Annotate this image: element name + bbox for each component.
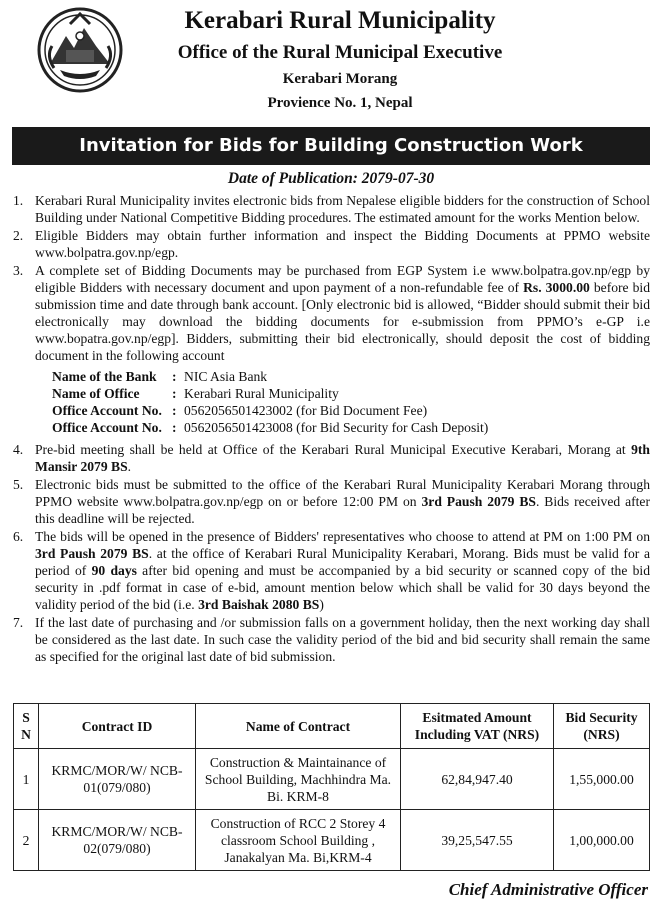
header-titles: [130, 6, 550, 114]
account-key: Office Account No.: [52, 420, 162, 435]
contracts-table: [13, 703, 650, 871]
publication-date: Date of Publication: 2079-07-30: [227, 170, 435, 187]
account-value: 0562056501423002 (for Bid Document Fee): [184, 403, 428, 418]
account-key: Name of the Bank: [52, 369, 157, 384]
account-value: Kerabari Rural Municipality: [184, 386, 339, 401]
col-header-sn: S N: [14, 704, 39, 749]
clause-text: Electronic bids must be submitted to the office of the Kerabari Rural Municipality Kerabari Morang through PPMO website www.bolpatra.gov.np/egp on or before 12:00 PM on: [35, 477, 650, 509]
nepal-emblem-icon: [36, 6, 124, 94]
cell-security: 1,55,000.00: [554, 749, 650, 810]
table-row: [14, 810, 650, 871]
cell-name: Construction of RCC 2 Storey 4 classroom School Building , Janakalyan Ma. Bi,KRM-4: [196, 810, 401, 871]
account-sep: :: [172, 386, 177, 401]
clause-text: Eligible Bidders may obtain further information and inspect the Bidding Documents at PPMO website www.bolpatra.gov.np/egp.: [35, 228, 650, 260]
province-line: Provience No. 1, Nepal: [267, 95, 413, 111]
account-value: 0562056501423008 (for Bid Security for Cash Deposit): [184, 420, 489, 435]
col-header-name: Name of Contract: [196, 704, 401, 749]
clause-text: Kerabari Rural Municipality invites electronic bids from Nepalese eligible bidders for the construction of School Building under National Competitive Bidding procedures. The estimated amount for the works Mention below.: [35, 193, 650, 225]
account-sep: :: [172, 369, 177, 384]
validity-date: 3rd Baishak 2080 BS: [198, 597, 320, 612]
table-header-row: [14, 704, 650, 749]
cell-name: Construction & Maintainance of School Building, Machhindra Ma. Bi. KRM-8: [196, 749, 401, 810]
location-line: Kerabari Morang: [282, 71, 398, 87]
col-header-security: Bid Security (NRS): [554, 704, 650, 749]
notice-banner: Invitation for Bids for Building Construction Work: [12, 127, 650, 165]
opening-date: 3rd Paush 2079 BS: [35, 546, 149, 561]
clause-number: 4.: [13, 442, 24, 457]
cell-contract-id: KRMC/MOR/W/ NCB-01(079/080): [39, 749, 196, 810]
clause-6: [10, 528, 650, 613]
clause-text: ): [319, 597, 324, 612]
account-sep: :: [172, 403, 177, 418]
clause-text: The bids will be opened in the presence of Bidders' representatives who choose to attend at PM on 1:00 PM on: [35, 529, 650, 544]
clause-text: .: [127, 459, 132, 474]
cell-sn: 1: [14, 749, 39, 810]
clause-number: 3.: [13, 263, 24, 278]
clause-text: Pre-bid meeting shall be held at Office of the Kerabari Rural Municipal Executive Kerabari, Morang at: [35, 442, 632, 457]
clause-text: If the last date of purchasing and /or submission falls on a government holiday, then the next working day shall be considered as the last date. In such case the validity period of the bid and bid security shall remain the same as specified for the original last date of bid submission.: [35, 615, 650, 664]
clause-list: [10, 192, 650, 666]
document-fee: Rs. 3000.00: [523, 280, 590, 295]
municipality-title: Kerabari Rural Municipality: [184, 7, 496, 34]
account-key: Office Account No.: [52, 403, 162, 418]
clause-text: before bid submission time and date through bank account. [Only electronic bid is allowed, “Bidder should submit their bid electronically may download the bidding documents for e-submission from PPMO’s e-GP i.e www.bopatra.gov.np/egp]. Bidders, submitting their bid electronically, should deposit the cost of bidding document in the following account: [35, 280, 650, 363]
header: [0, 0, 662, 122]
clause-5: [10, 476, 650, 527]
clause-number: 6.: [13, 529, 24, 544]
bank-account-details: [52, 368, 650, 436]
account-value: NIC Asia Bank: [184, 369, 268, 384]
prebid-date: 9th Mansir 2079 BS: [35, 442, 650, 474]
cell-amount: 39,25,547.55: [401, 810, 554, 871]
col-header-contract-id: Contract ID: [39, 704, 196, 749]
clause-4: [10, 441, 650, 475]
cell-sn: 2: [14, 810, 39, 871]
clause-7: [10, 614, 650, 665]
table-row: [14, 749, 650, 810]
account-key: Name of Office: [52, 386, 140, 401]
account-row: [52, 385, 650, 402]
signoff: Chief Administrative Officer: [448, 880, 648, 899]
clause-number: 1.: [13, 193, 24, 208]
clause-2: [10, 227, 650, 261]
cell-security: 1,00,000.00: [554, 810, 650, 871]
submission-date: 3rd Paush 2079 BS: [421, 494, 536, 509]
account-row: [52, 419, 650, 436]
clause-1: [10, 192, 650, 226]
cell-amount: 62,84,947.40: [401, 749, 554, 810]
clause-number: 2.: [13, 228, 24, 243]
clause-text: after bid opening and must be accompanied by a bid security or scanned copy of the bid security in .pdf format in case of e-bid, amount mention below which shall be valid for 30 days beyond the validity period of the bid (i.e.: [35, 563, 650, 612]
clause-3: [10, 262, 650, 364]
validity-days: 90 days: [91, 563, 137, 578]
account-row: [52, 368, 650, 385]
clause-number: 5.: [13, 477, 24, 492]
clause-text: . Bids received after this deadline will be rejected.: [35, 494, 650, 526]
clause-number: 7.: [13, 615, 24, 630]
clause-text: A complete set of Bidding Documents may be purchased from EGP System i.e www.bolpatra.gov.np/egp by eligible Bidders with necessary document and upon payment of a non-refundable fee of: [35, 263, 650, 295]
clause-text: . at the office of Kerabari Rural Municipality Kerabari, Morang. Bids must be valid for a period of: [35, 546, 650, 578]
cell-contract-id: KRMC/MOR/W/ NCB-02(079/080): [39, 810, 196, 871]
account-row: [52, 402, 650, 419]
account-sep: :: [172, 420, 177, 435]
office-subtitle: Office of the Rural Municipal Executive: [177, 42, 503, 63]
col-header-amount: Esitmated Amount Including VAT (NRS): [401, 704, 554, 749]
